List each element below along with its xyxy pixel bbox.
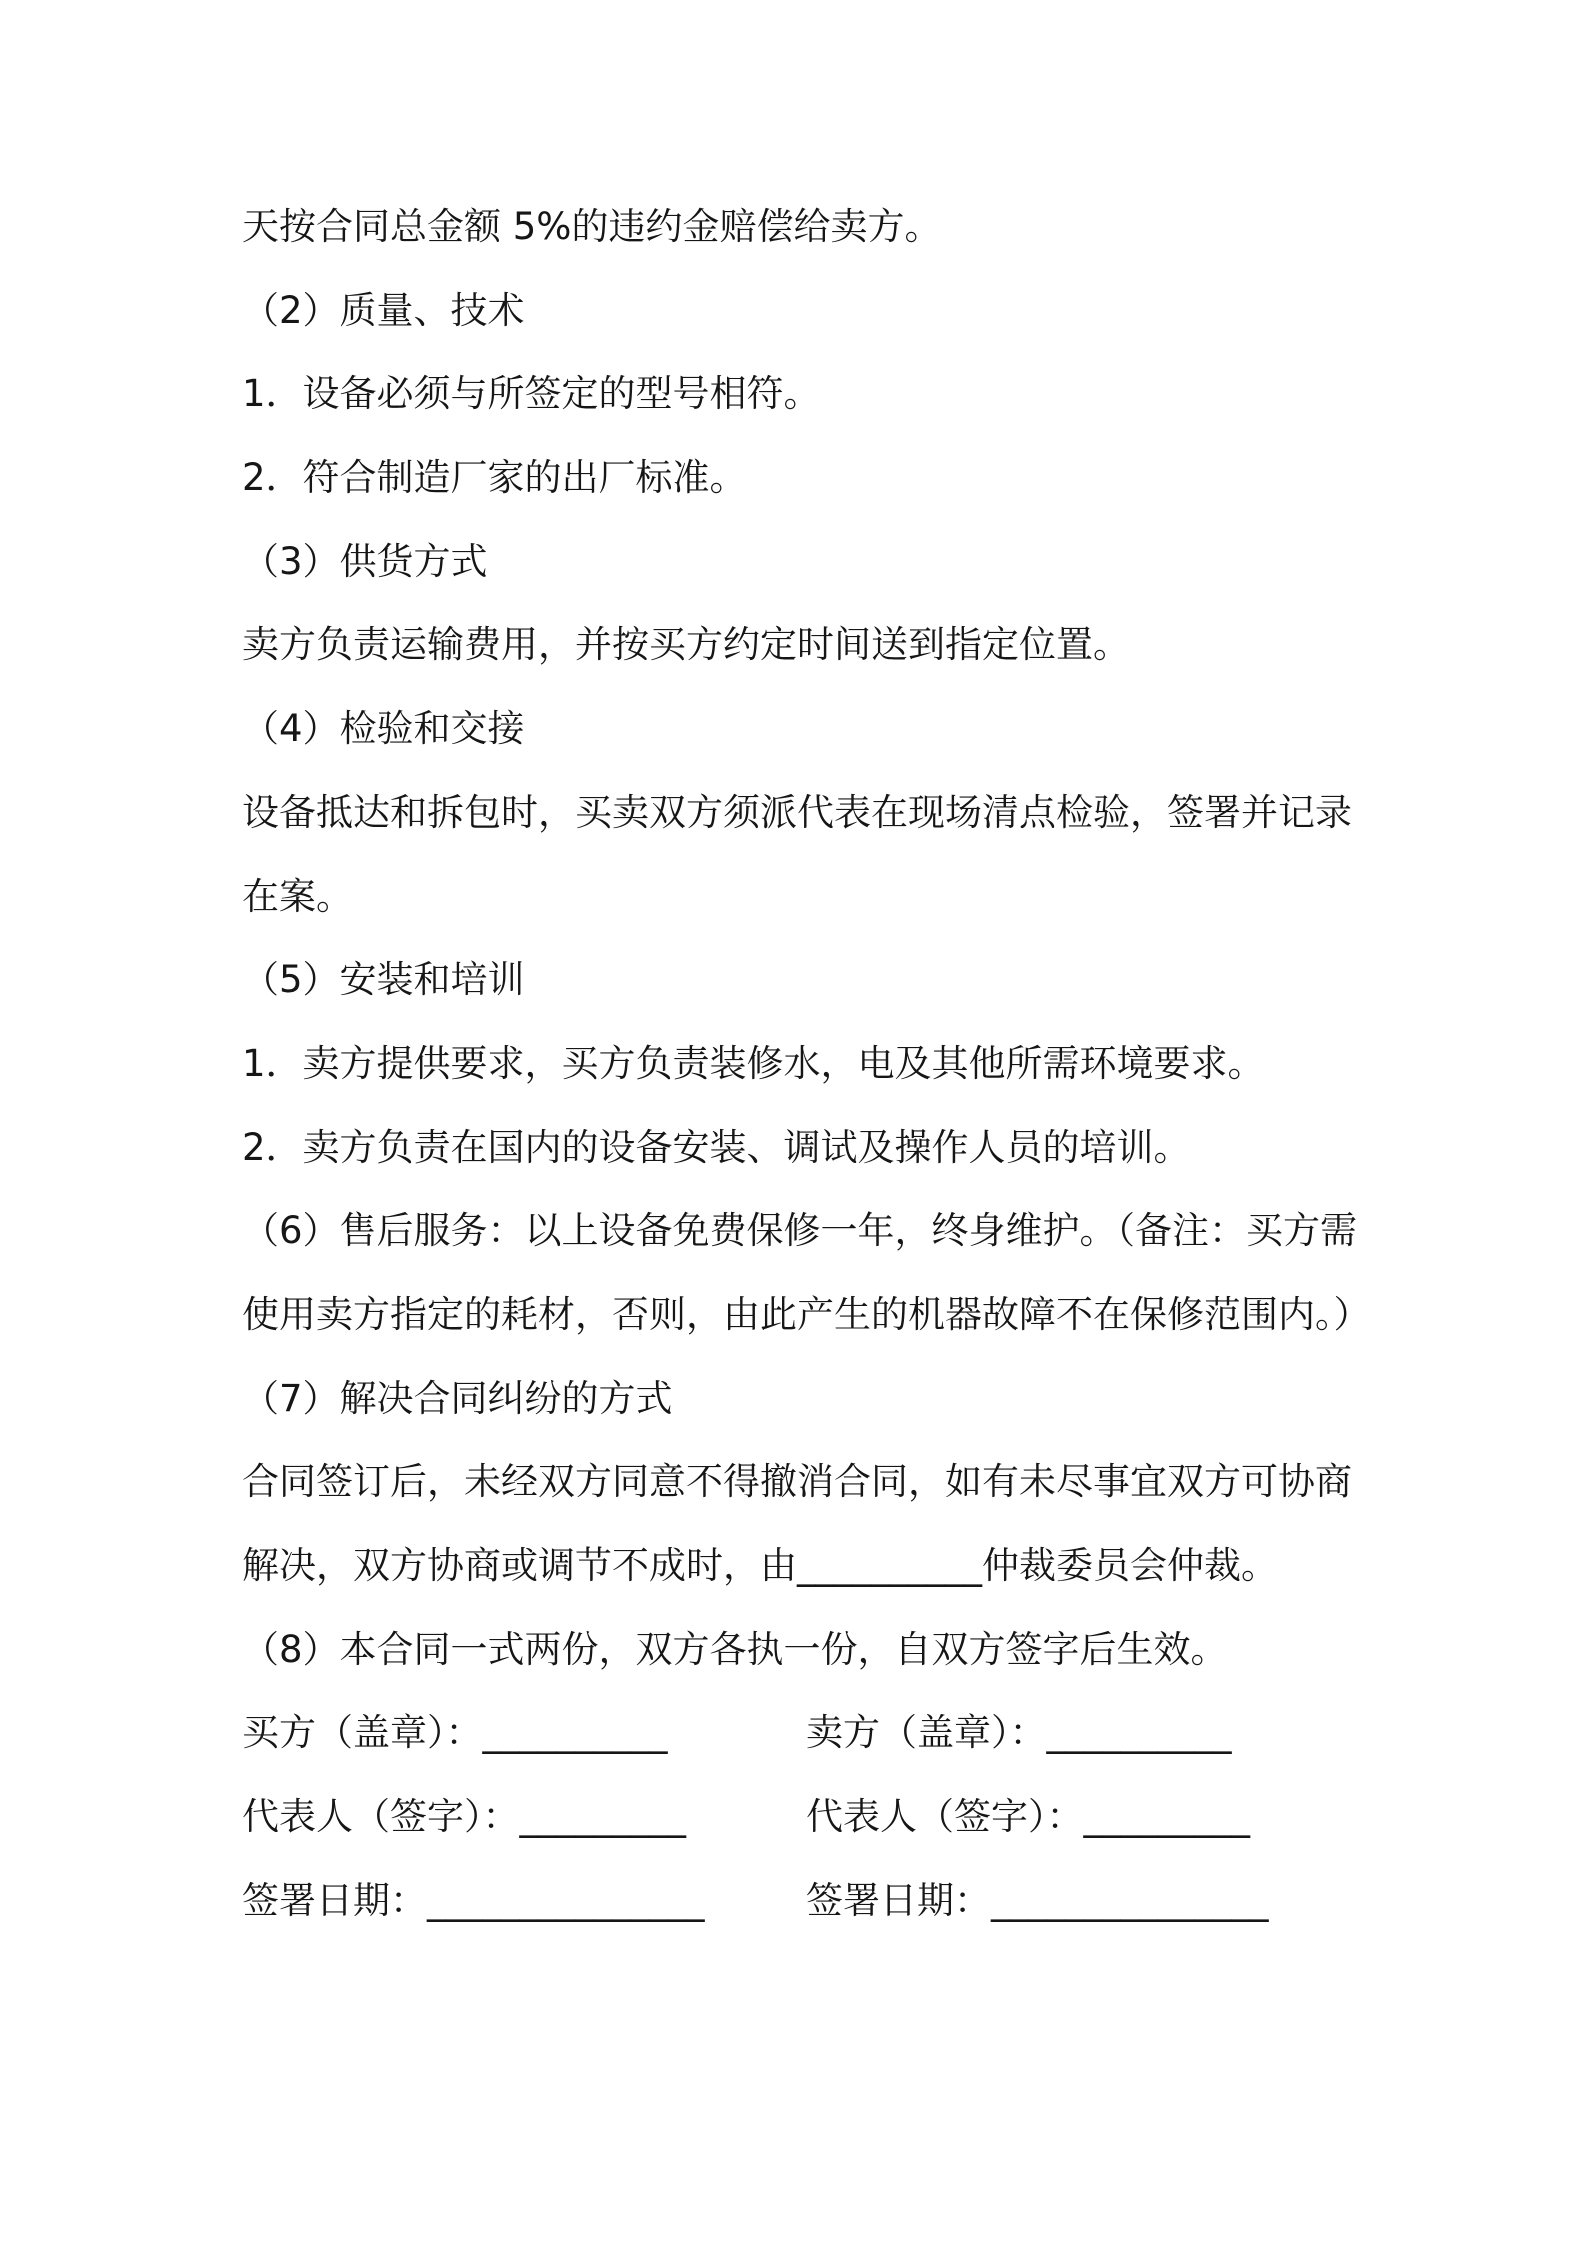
inspection-clause-line-1: 设备抵达和拆包时，买卖双方须派代表在现场清点检验，签署并记录 bbox=[242, 790, 1352, 834]
section-heading-dispute: （7）解决合同纠纷的方式 bbox=[242, 1376, 673, 1420]
seller-date-blank: _______________ bbox=[991, 1878, 1269, 1922]
buyer-rep-label: 代表人（签字）： bbox=[242, 1795, 520, 1839]
buyer-rep-blank: _________ bbox=[519, 1795, 686, 1839]
after-sales-clause-line-1: （6）售后服务：以上设备免费保修一年，终身维护。（备注：买方需 bbox=[242, 1209, 1358, 1253]
installation-item-2: 2．卖方负责在国内的设备安装、调试及操作人员的培训。 bbox=[242, 1125, 1191, 1169]
buyer-seal-blank: __________ bbox=[482, 1711, 668, 1755]
seller-representative bbox=[806, 1775, 1370, 1859]
installation-item-1: 1．卖方提供要求，买方负责装修水，电及其他所需环境要求。 bbox=[242, 1041, 1265, 1085]
section-heading-inspection: （4）检验和交接 bbox=[242, 707, 525, 751]
dispute-clause-line-1: 合同签订后，未经双方同意不得撤消合同，如有未尽事宜双方可协商 bbox=[242, 1460, 1352, 1504]
inspection-clause-line-2: 在案。 bbox=[242, 874, 353, 918]
seller-seal-blank: __________ bbox=[1046, 1711, 1232, 1755]
buyer-seal-label: 买方（盖章）： bbox=[242, 1711, 483, 1755]
seller-rep-blank: _________ bbox=[1083, 1795, 1250, 1839]
buyer-representative bbox=[242, 1775, 806, 1859]
copies-clause: （8）本合同一式两份，双方各执一份，自双方签字后生效。 bbox=[242, 1627, 1228, 1671]
signature-row-date bbox=[242, 1859, 1472, 1943]
quality-item-1: 1．设备必须与所签定的型号相符。 bbox=[242, 372, 821, 416]
signature-row-seal bbox=[242, 1691, 1472, 1775]
seller-rep-label: 代表人（签字）： bbox=[806, 1795, 1084, 1839]
after-sales-clause-line-2: 使用卖方指定的耗材，否则，由此产生的机器故障不在保修范围内。） bbox=[242, 1292, 1371, 1336]
section-heading-installation: （5）安装和培训 bbox=[242, 958, 525, 1002]
seller-sign-date bbox=[806, 1859, 1370, 1943]
seller-seal bbox=[806, 1691, 1370, 1775]
section-heading-quality: （2）质量、技术 bbox=[242, 288, 525, 332]
supply-clause: 卖方负责运输费用，并按买方约定时间送到指定位置。 bbox=[242, 623, 1130, 667]
seller-date-label: 签署日期： bbox=[806, 1878, 991, 1922]
seller-seal-label: 卖方（盖章）： bbox=[806, 1711, 1047, 1755]
signature-row-representative bbox=[242, 1775, 1472, 1859]
buyer-sign-date bbox=[242, 1859, 806, 1943]
dispute-clause-line-2: 解决，双方协商或调节不成时，由__________仲裁委员会仲裁。 bbox=[242, 1544, 1278, 1587]
buyer-date-blank: _______________ bbox=[427, 1878, 705, 1922]
quality-item-2: 2．符合制造厂家的出厂标准。 bbox=[242, 456, 747, 500]
section-heading-supply: （3）供货方式 bbox=[242, 539, 488, 583]
buyer-seal bbox=[242, 1691, 806, 1775]
contract-body bbox=[242, 185, 1472, 1942]
penalty-clause-tail: 天按合同总金额 5%的违约金赔偿给卖方。 bbox=[242, 205, 942, 248]
buyer-date-label: 签署日期： bbox=[242, 1878, 427, 1922]
